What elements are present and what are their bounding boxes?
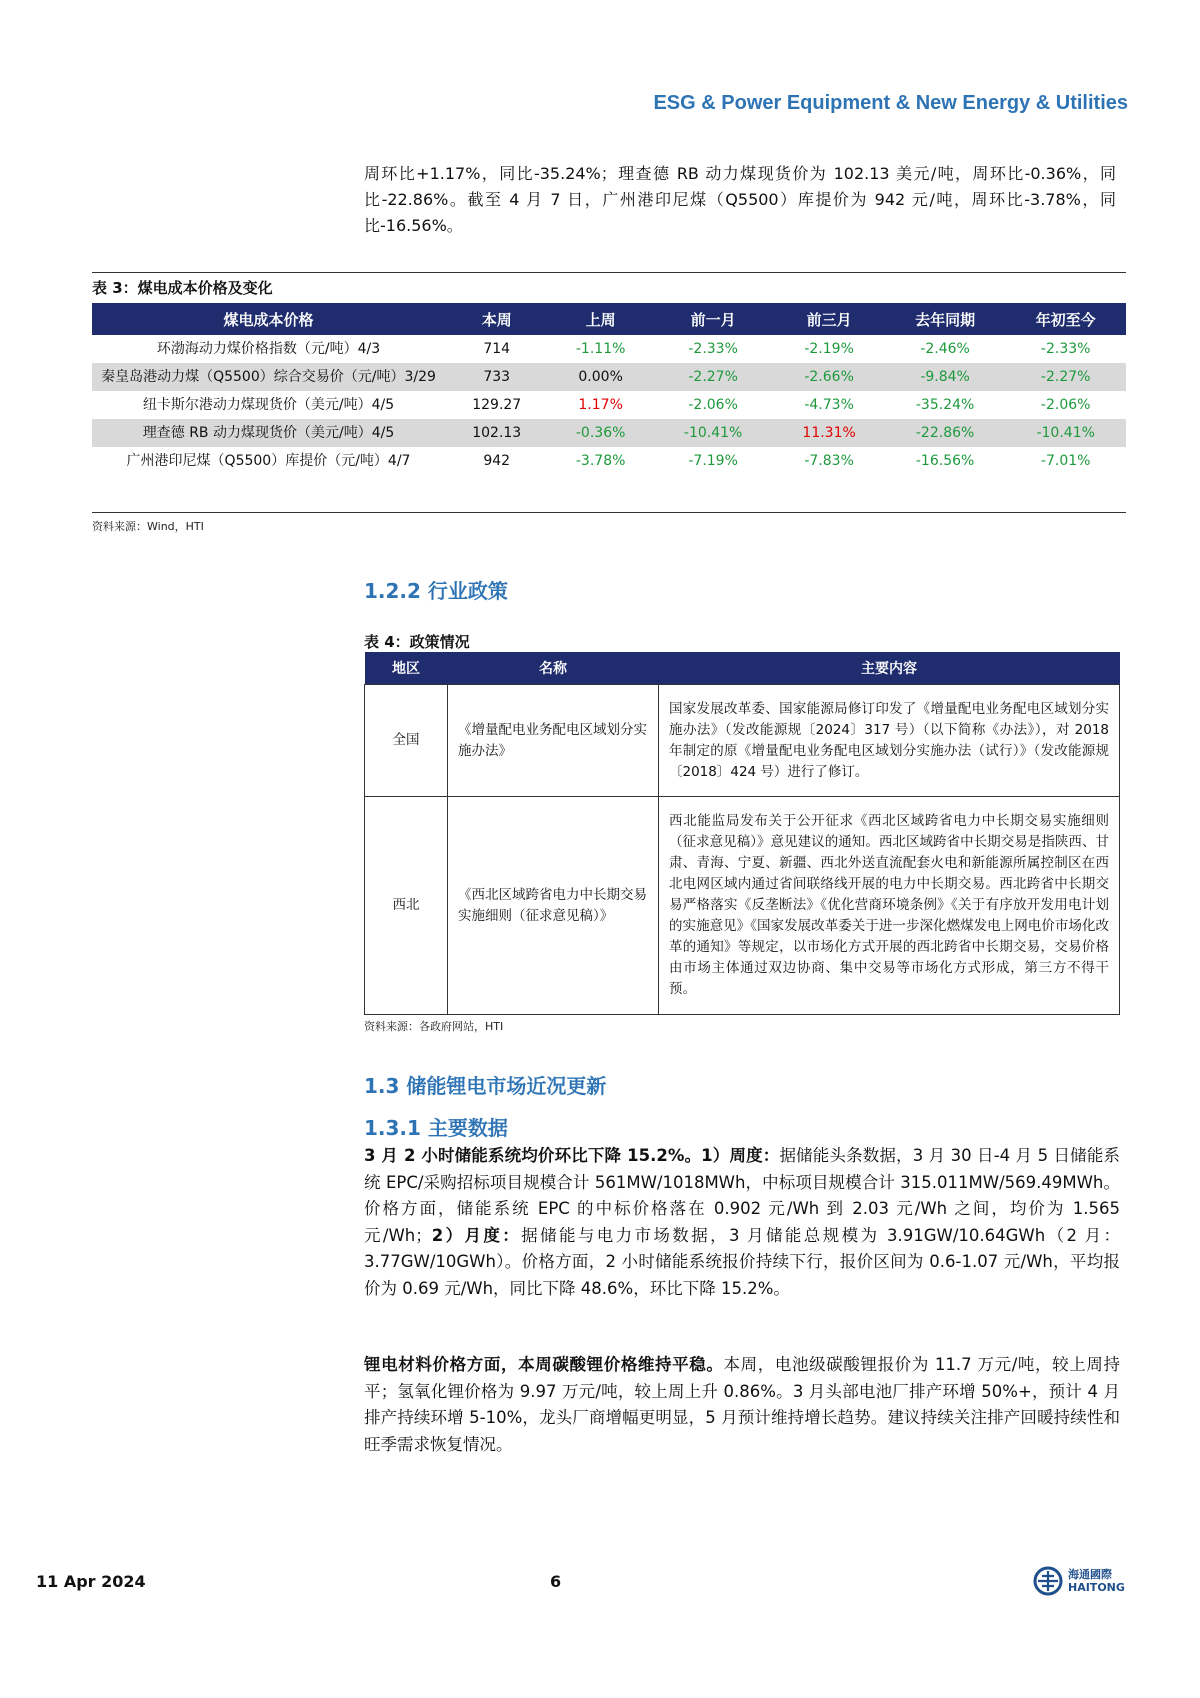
- change-value: -2.66%: [773, 363, 884, 391]
- paragraph-lead: 3 月 2 小时储能系统均价环比下降 15.2%。: [364, 1146, 702, 1165]
- change-value: -2.06%: [688, 397, 738, 413]
- row-label: 秦皇岛港动力煤（Q5500）综合交易价（元/吨）3/29: [92, 363, 445, 391]
- change-value: -9.84%: [885, 363, 1006, 391]
- change-value: -2.27%: [653, 363, 774, 391]
- table-row: [92, 335, 1126, 363]
- page-number: 6: [550, 1572, 562, 1591]
- change-value: -2.46%: [920, 341, 970, 357]
- row-label: 环渤海动力煤价格指数（元/吨）4/3: [156, 340, 381, 357]
- policy-table: [364, 652, 1120, 1015]
- change-value: -7.19%: [688, 453, 738, 469]
- change-value: -2.33%: [688, 341, 738, 357]
- change-value: 0.00%: [548, 363, 652, 391]
- footer-date: 11 Apr 2024: [36, 1572, 146, 1591]
- change-value: -2.06%: [1040, 397, 1091, 413]
- section-heading-1-3-1: 1.3.1 主要数据: [364, 1116, 508, 1140]
- weekly-text: 据储能头条数据，3 月 30 日-4 月 5 日储能系统 EPC/采购招标项目规模合计 561MW/1018MWh，中标项目规模合计 315.011MW/569.49MWh。价格方面，储能系统 EPC 的中标价格落在 0.902 元/Wh 到 2.03 元/Wh 之间，均价为 1.565 元/Wh；: [364, 1146, 1120, 1245]
- logo-text-cn: 海通國際: [1068, 1568, 1112, 1581]
- table3-bottom-rule: [92, 512, 1126, 513]
- lithium-material-paragraph: [364, 1352, 1120, 1458]
- storage-data-paragraph: [364, 1143, 1120, 1302]
- change-value: -2.27%: [1005, 363, 1126, 391]
- table3-header-cell: 去年同期: [885, 303, 1006, 335]
- current-value: 102.13: [445, 419, 548, 447]
- monthly-text: 据储能与电力市场数据，3 月储能总规模为 3.91GW/10.64GWh（2 月：3.77GW/10GWh）。价格方面，2 小时储能系统报价持续下行，报价区间为 0.6-1.07 元/Wh，平均报价为 0.69 元/Wh，同比下降 48.6%，环比下降 15.2%。: [364, 1225, 1120, 1298]
- change-value: -16.56%: [915, 453, 975, 469]
- table3-header-row: [92, 303, 1126, 335]
- change-value: -2.19%: [804, 341, 854, 357]
- table3-header-cell: 前一月: [653, 303, 774, 335]
- change-value: -35.24%: [915, 397, 975, 413]
- change-value: -4.73%: [804, 397, 854, 413]
- table4-header-cell: 名称: [448, 652, 659, 685]
- change-value: -10.41%: [1005, 419, 1126, 447]
- coal-price-table: [92, 303, 1126, 475]
- table3-top-rule: [92, 272, 1126, 273]
- table4-caption: 表 4：政策情况: [364, 633, 470, 651]
- change-value: -10.41%: [653, 419, 774, 447]
- current-value: 129.27: [472, 397, 522, 413]
- row-label: 理查德 RB 动力煤现货价（美元/吨）4/5: [92, 419, 445, 447]
- paragraph-lead: 锂电材料价格方面，本周碳酸锂价格维持平稳。: [364, 1355, 724, 1374]
- haitong-logo-icon: [1033, 1566, 1063, 1596]
- change-value: -22.86%: [885, 419, 1006, 447]
- policy-region: 西北: [365, 797, 448, 1015]
- table-row: [92, 363, 1126, 391]
- change-value: 1.17%: [578, 397, 623, 413]
- report-header-title: ESG & Power Equipment & New Energy & Utilities: [653, 92, 1128, 114]
- current-value: 714: [483, 341, 511, 357]
- policy-region: 全国: [365, 685, 448, 797]
- table4-header-row: [365, 652, 1120, 685]
- section-heading-1-2-2: 1.2.2 行业政策: [364, 579, 508, 603]
- intro-paragraph: 周环比+1.17%，同比-35.24%；理查德 RB 动力煤现货价为 102.13 美元/吨，周环比-0.36%，同比-22.86%。截至 4 月 7 日，广州港印尼煤（Q5500）库提价为 942 元/吨，周环比-3.78%，同比-16.56%。: [364, 164, 1116, 235]
- table3-source: 资料来源：Wind，HTI: [92, 520, 204, 533]
- monthly-label: 2）月度：: [431, 1225, 522, 1245]
- paragraph-text: 本周，电池级碳酸锂报价为 11.7 万元/吨，较上周持平；氢氧化锂价格为 9.97 万元/吨，较上周上升 0.86%。3 月头部电池厂排产环增 50%+，预计 4 月排产持续环增 5-10%，龙头厂商增幅更明显，5 月预计维持增长趋势。建议持续关注排产回暖持续性和旺季需求恢复情况。: [364, 1355, 1120, 1454]
- table3-header-cell: 上周: [548, 303, 652, 335]
- table-row: [92, 447, 1126, 475]
- table3-header-cell: 煤电成本价格: [92, 303, 445, 335]
- change-value: 11.31%: [773, 419, 884, 447]
- policy-content: 国家发展改革委、国家能源局修订印发了《增量配电业务配电区域划分实施办法》（发改能源规〔2024〕317 号）（以下简称《办法》），对 2018 年制定的原《增量配电业务配电区域划分实施办法（试行）》（发改能源规〔2018〕424 号）进行了修订。: [659, 685, 1120, 797]
- table-row: [92, 391, 1126, 419]
- change-value: -0.36%: [548, 419, 652, 447]
- policy-content: 西北能监局发布关于公开征求《西北区域跨省电力中长期交易实施细则（征求意见稿）》意见建议的通知。西北区域跨省中长期交易是指陕西、甘肃、青海、宁夏、新疆、西北外送直流配套火电和新能源所属控制区在西北电网区域内通过省间联络线开展的电力中长期交易。西北跨省中长期交易严格落实《反垄断法》《优化营商环境条例》《关于有序放开发用电计划的实施意见》《国家发展改革委关于进一步深化燃煤发电上网电价市场化改革的通知》等规定，以市场化方式开展的西北跨省中长期交易，交易价格由市场主体通过双边协商、集中交易等市场化方式形成，第三方不得干预。: [659, 797, 1120, 1015]
- row-label: 广州港印尼煤（Q5500）库提价（元/吨）4/7: [126, 452, 411, 469]
- logo-text-en: HAITONG: [1068, 1581, 1125, 1594]
- change-value: -1.11%: [575, 341, 626, 357]
- change-value: -7.83%: [804, 453, 854, 469]
- haitong-logo: [1033, 1566, 1125, 1596]
- current-value: 733: [445, 363, 548, 391]
- table-row: [92, 419, 1126, 447]
- table4-source: 资料来源：各政府网站，HTI: [364, 1020, 504, 1033]
- weekly-label: 1）周度：: [701, 1146, 780, 1165]
- row-label: 纽卡斯尔港动力煤现货价（美元/吨）4/5: [142, 396, 395, 413]
- policy-title: 《增量配电业务配电区域划分实施办法》: [448, 685, 659, 797]
- table3-caption: 表 3：煤电成本价格及变化: [92, 279, 273, 297]
- change-value: -2.33%: [1040, 341, 1091, 357]
- change-value: -3.78%: [575, 453, 626, 469]
- table-row: [365, 797, 1120, 1015]
- table3-header-cell: 前三月: [773, 303, 884, 335]
- table4-header-cell: 地区: [365, 652, 448, 685]
- section-heading-1-3: 1.3 储能锂电市场近况更新: [364, 1074, 607, 1098]
- table3-header-cell: 本周: [445, 303, 548, 335]
- current-value: 942: [483, 453, 511, 469]
- table3-header-cell: 年初至今: [1005, 303, 1126, 335]
- table4-header-cell: 主要内容: [659, 652, 1120, 685]
- table-row: [365, 685, 1120, 797]
- change-value: -7.01%: [1040, 453, 1091, 469]
- policy-title: 《西北区域跨省电力中长期交易实施细则（征求意见稿）》: [448, 797, 659, 1015]
